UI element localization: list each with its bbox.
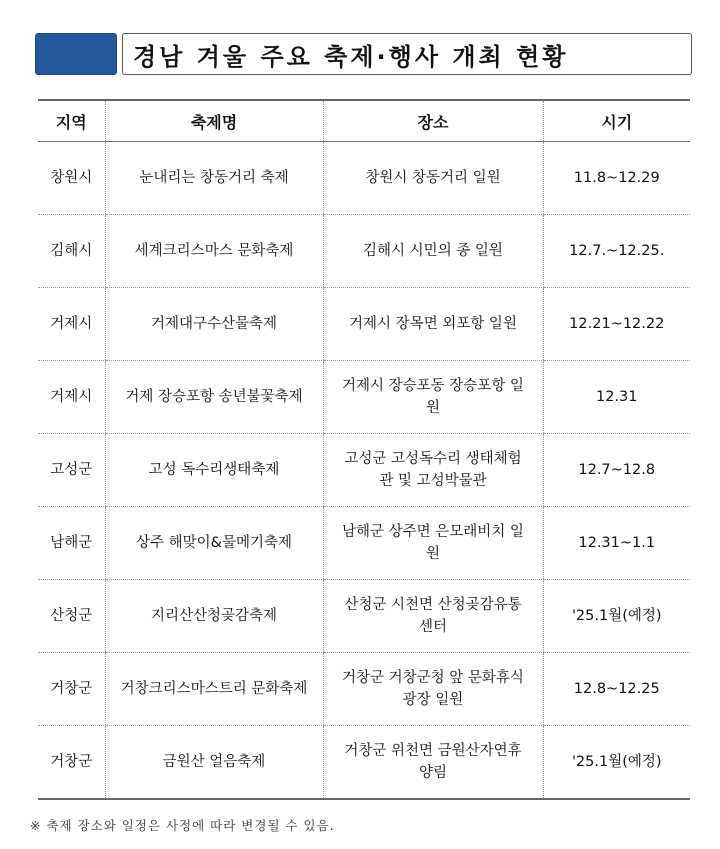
table-row <box>38 288 690 361</box>
cell-region: 거제시 <box>38 361 105 434</box>
table-row <box>38 215 690 288</box>
cell-place: 창원시 창동거리 일원 <box>323 142 543 215</box>
cell-festival-name: 지리산산청곶감축제 <box>105 580 323 653</box>
cell-period: 12.31 <box>543 361 690 434</box>
cell-place: 거제시 장목면 외포항 일원 <box>323 288 543 361</box>
cell-place: 거창군 거창군청 앞 문화휴식광장 일원 <box>323 653 543 726</box>
festival-table <box>38 99 690 800</box>
table-row <box>38 434 690 507</box>
cell-region: 거창군 <box>38 653 105 726</box>
table-row <box>38 507 690 580</box>
header-festival: 축제명 <box>105 100 323 142</box>
table-header-row <box>38 100 690 142</box>
cell-period: 12.21~12.22 <box>543 288 690 361</box>
cell-festival-name: 거제 장승포항 송년불꽃축제 <box>105 361 323 434</box>
header-place: 장소 <box>323 100 543 142</box>
cell-place: 남해군 상주면 은모래비치 일원 <box>323 507 543 580</box>
page-title: 경남 겨울 주요 축제·행사 개최 현황 <box>122 33 692 75</box>
cell-region: 산청군 <box>38 580 105 653</box>
cell-period: 12.8~12.25 <box>543 653 690 726</box>
cell-festival-name: 눈내리는 창동거리 축제 <box>105 142 323 215</box>
cell-region: 거창군 <box>38 726 105 800</box>
table-row <box>38 653 690 726</box>
cell-period: 12.31~1.1 <box>543 507 690 580</box>
cell-festival-name: 세계크리스마스 문화축제 <box>105 215 323 288</box>
cell-festival-name: 상주 해맞이&물메기축제 <box>105 507 323 580</box>
cell-region: 고성군 <box>38 434 105 507</box>
table-row <box>38 142 690 215</box>
footnote: ※ 축제 장소와 일정은 사정에 따라 변경될 수 있음. <box>30 818 335 833</box>
cell-period: 12.7~12.8 <box>543 434 690 507</box>
header-region: 지역 <box>38 100 105 142</box>
table-row <box>38 580 690 653</box>
cell-region: 김해시 <box>38 215 105 288</box>
cell-period: '25.1월(예정) <box>543 580 690 653</box>
cell-place: 고성군 고성독수리 생태체험관 및 고성박물관 <box>323 434 543 507</box>
cell-region: 남해군 <box>38 507 105 580</box>
cell-festival-name: 거창크리스마스트리 문화축제 <box>105 653 323 726</box>
cell-period: '25.1월(예정) <box>543 726 690 800</box>
cell-region: 거제시 <box>38 288 105 361</box>
cell-region: 창원시 <box>38 142 105 215</box>
cell-festival-name: 거제대구수산물축제 <box>105 288 323 361</box>
table-row <box>38 361 690 434</box>
cell-place: 거창군 위천면 금원산자연휴양림 <box>323 726 543 800</box>
title-accent-block <box>35 33 117 75</box>
table-row <box>38 726 690 800</box>
cell-festival-name: 금원산 얼음축제 <box>105 726 323 800</box>
cell-place: 거제시 장승포동 장승포항 일원 <box>323 361 543 434</box>
cell-festival-name: 고성 독수리생태축제 <box>105 434 323 507</box>
cell-period: 11.8~12.29 <box>543 142 690 215</box>
cell-place: 김해시 시민의 종 일원 <box>323 215 543 288</box>
cell-place: 산청군 시천면 산청곶감유통센터 <box>323 580 543 653</box>
header-period: 시기 <box>543 100 690 142</box>
cell-period: 12.7.~12.25. <box>543 215 690 288</box>
